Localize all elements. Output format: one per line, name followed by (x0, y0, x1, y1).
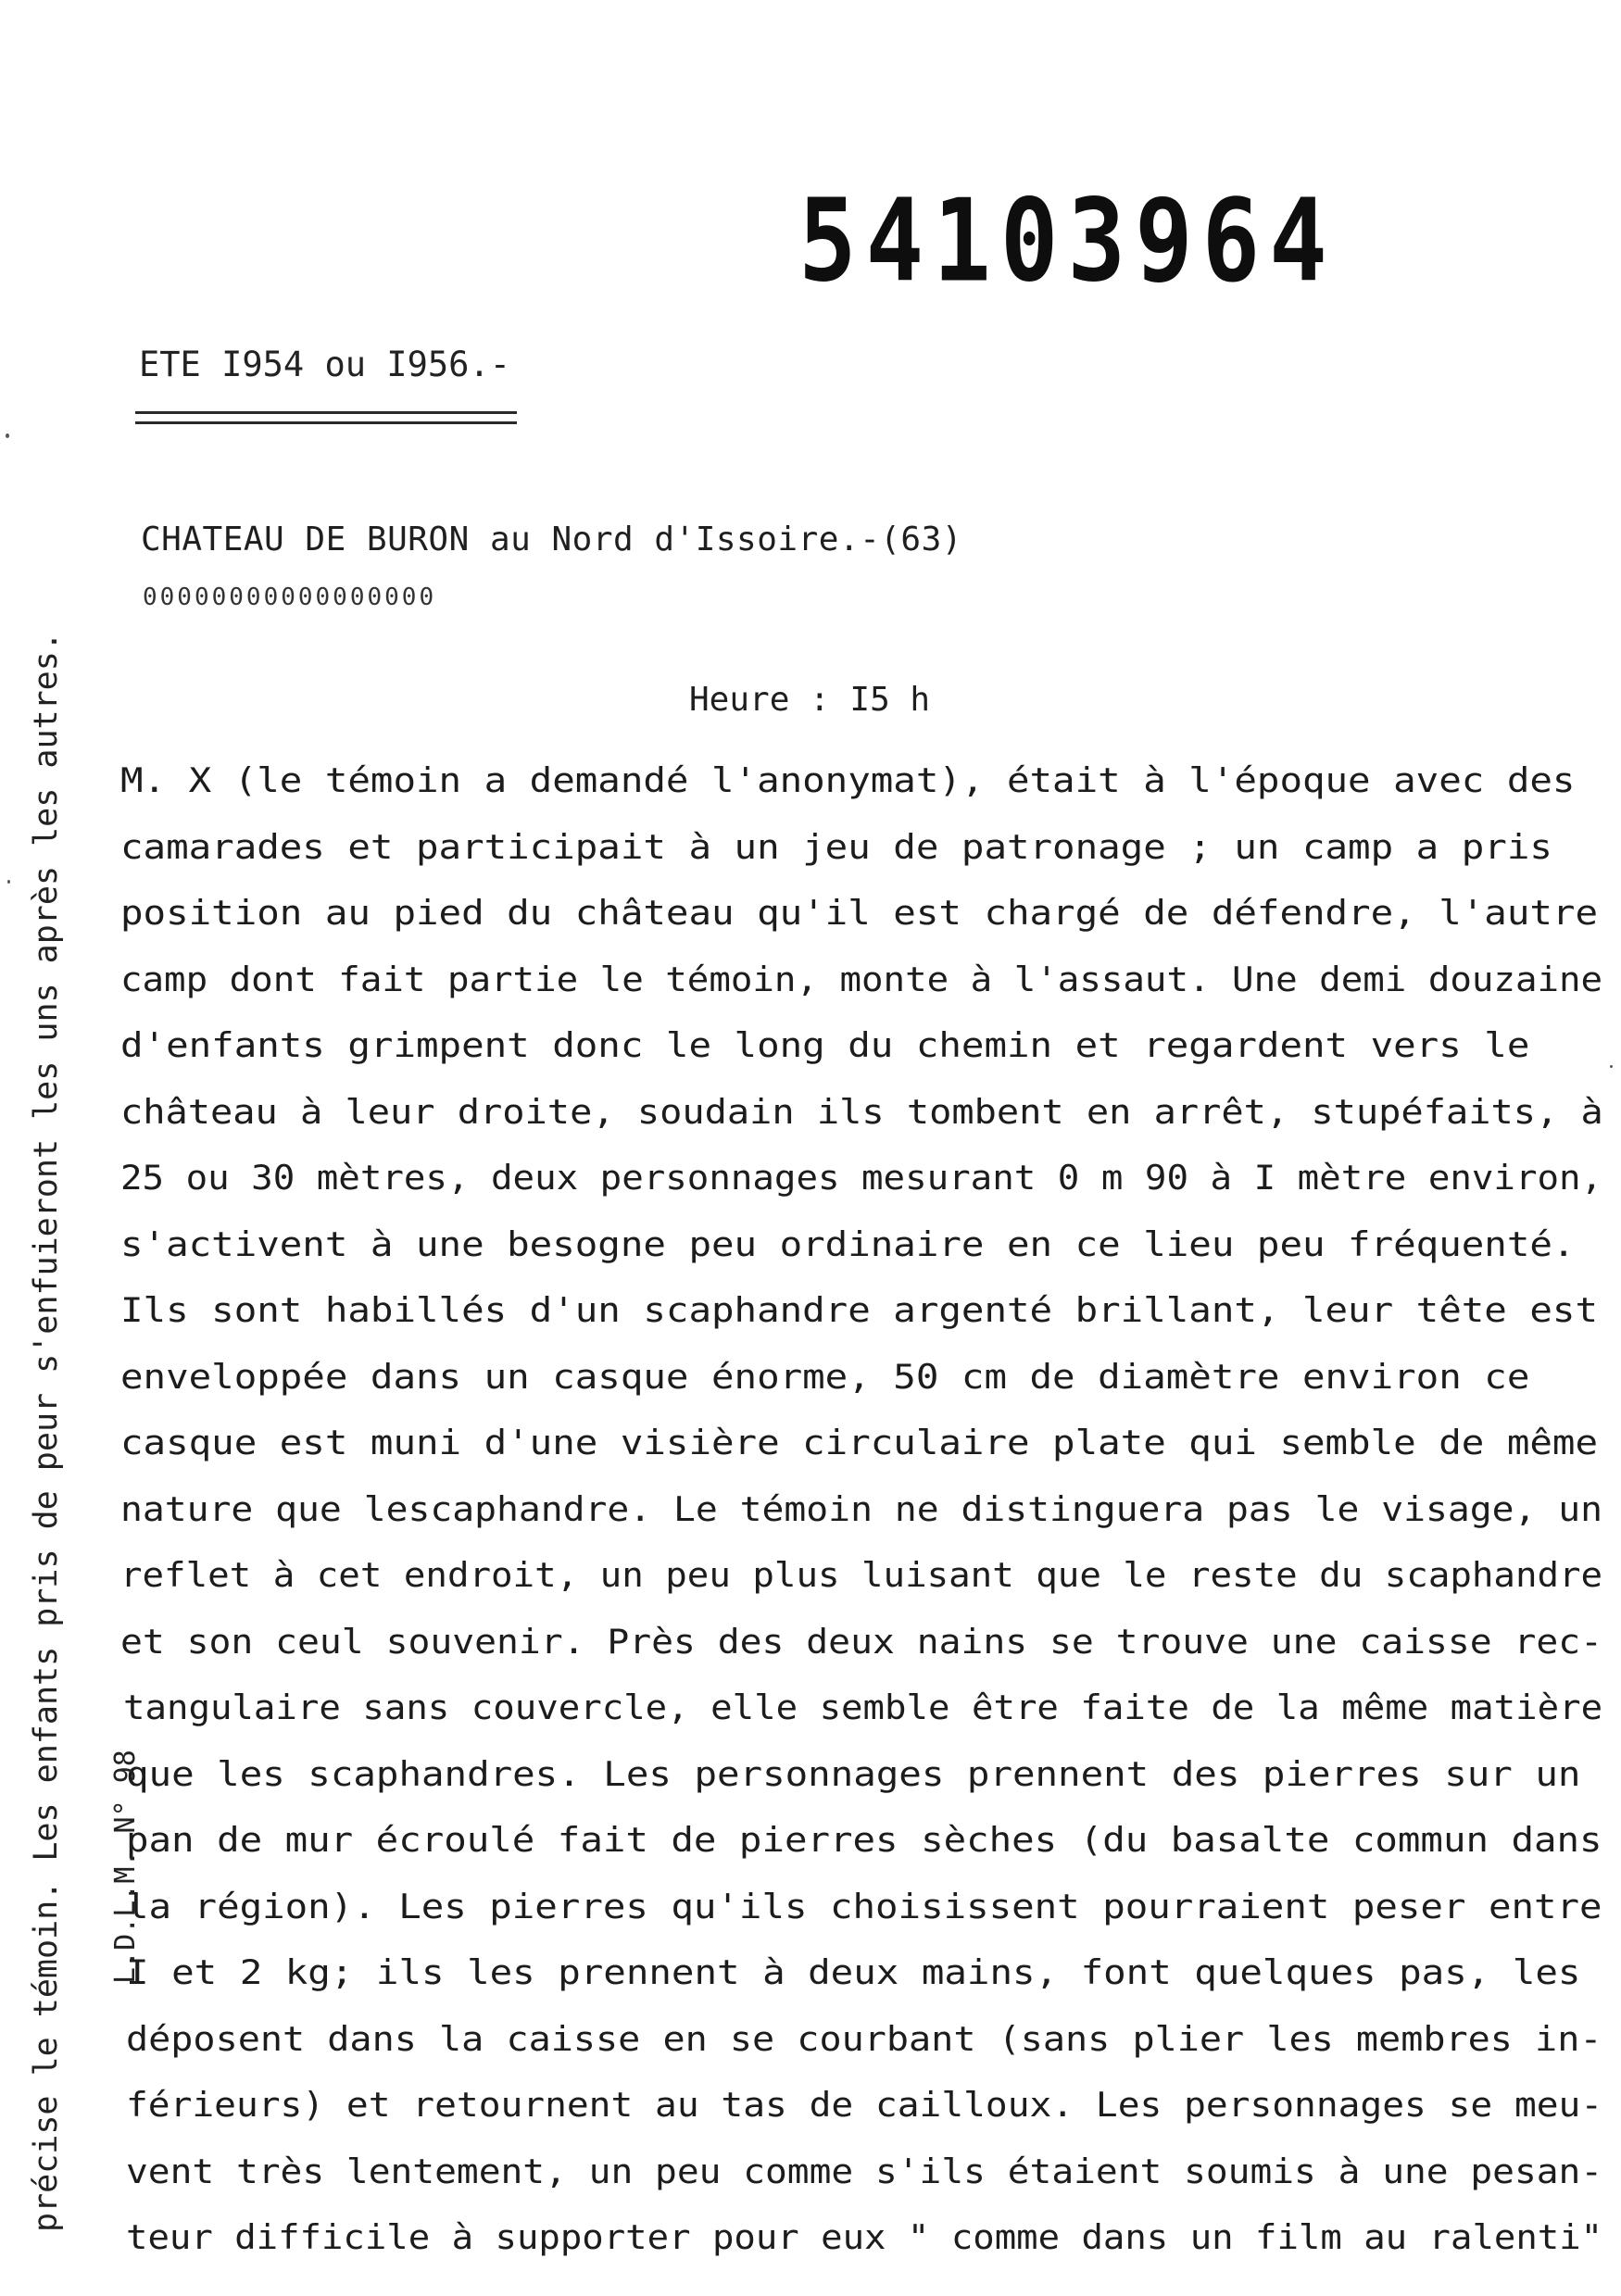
date-underline-second (135, 421, 517, 424)
body-line: casque est muni d'une visière circulaire plate qui semble de même (120, 1423, 1598, 1462)
hour-heading: Heure : I5 h (689, 681, 931, 719)
body-line: tangulaire sans couvercle, elle semble être faite de la même matière (123, 1687, 1603, 1727)
date-heading: ETE I954 ou I956.- (139, 345, 510, 384)
body-line: nature que lescaphandre. Le témoin ne distinguera pas le visage, un (120, 1488, 1603, 1529)
place-heading: CHATEAU DE BURON au Nord d'Issoire.-(63) (141, 521, 962, 558)
body-line: camp dont fait partie le témoin, monte à l'assaut. Une demi douzaine (120, 959, 1603, 999)
body-line: la région). Les pierres qu'ils choisissent pourraient peser entre (126, 1886, 1602, 1926)
body-line: enveloppée dans un casque énorme, 50 cm de diamètre environ ce (120, 1356, 1530, 1397)
body-line: s'activent à une besogne peu ordinaire en ce lieu peu fréquenté. (120, 1223, 1576, 1264)
body-line: M. X (le témoin a demandé l'anonymat), était à l'époque avec des (120, 760, 1576, 800)
body-line: reflet à cet endroit, un peu plus luisant que le reste du scaphandre (120, 1555, 1603, 1595)
body-line: I et 2 kg; ils les prennent à deux mains, font quelques pas, les (126, 1952, 1581, 1992)
speck (7, 880, 10, 884)
margin-note: précise le témoin. Les enfants pris de peur s'enfuieront les uns après les autres. (28, 632, 65, 2232)
body-line: vent très lentement, un peu comme s'ils étaient soumis à une pesan- (126, 2151, 1603, 2191)
body-line: d'enfants grimpent donc le long du chemin et regardent vers le (120, 1025, 1530, 1065)
body-line: déposent dans la caisse en se courbant (sans plier les membres in- (126, 2018, 1602, 2059)
body-line: férieurs) et retournent au tas de cailloux. Les personnages se meu- (126, 2085, 1603, 2125)
body-line: pan de mur écroulé fait de pierres sèches (du basalte commun dans (126, 1820, 1602, 1860)
date-underline (135, 411, 517, 414)
body-line: et son ceul souvenir. Près des deux nains se trouve une caisse rec- (120, 1621, 1603, 1662)
margin-reference: L.D.L.M. N° 98 (109, 1750, 142, 1984)
body-line: Ils sont habillés d'un scaphandre argenté brillant, leur tête est (120, 1290, 1598, 1330)
body-line: camarades et participait à un jeu de patronage ; un camp a pris (120, 826, 1552, 867)
body-line: position au pied du château qu'il est chargé de défendre, l'autre (120, 893, 1598, 933)
speck (6, 433, 9, 438)
body-line: château à leur droite, soudain ils tombent en arrêt, stupéfaits, à (120, 1091, 1603, 1132)
separator-line: 00000000000000000 (143, 583, 437, 611)
document-number: 54103964 (798, 174, 1337, 307)
body-line: que les scaphandres. Les personnages prennent des pierres sur un (126, 1753, 1581, 1794)
body-line: teur difficile à supporter pour eux " comme dans un film au ralenti" (126, 2217, 1603, 2257)
speck (1610, 1065, 1613, 1068)
body-line: 25 ou 30 mètres, deux personnages mesurant 0 m 90 à I mètre environ, (120, 1158, 1603, 1198)
